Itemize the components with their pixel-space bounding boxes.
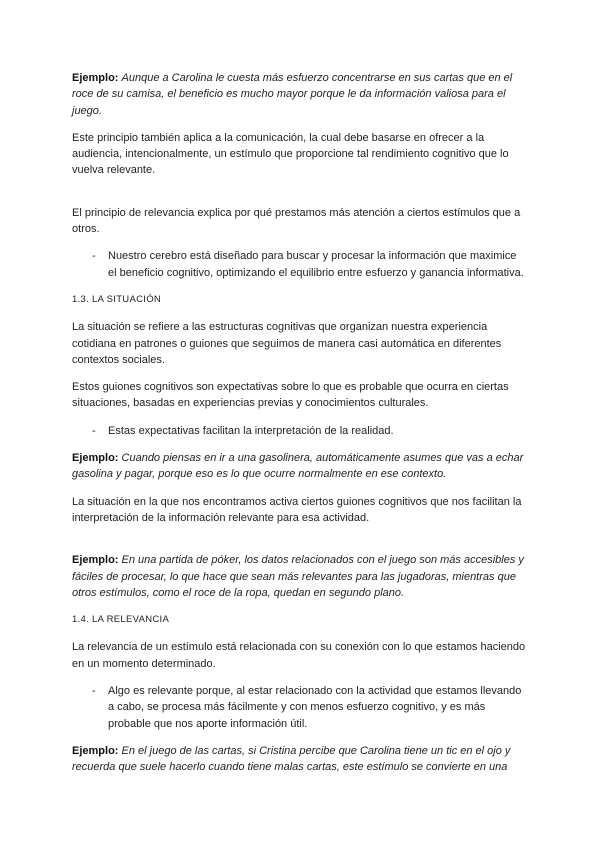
example-text: En el juego de las cartas, si Cristina percibe que Carolina tiene un tic en el ojo y recuerda que suele hacerlo cuando tiene malas cartas, este estímulo se convierte en una xyxy=(72,744,511,774)
body-paragraph: La situación en la que nos encontramos activa ciertos guiones cognitivos que nos facilitan la interpretación de la información relevante para esa actividad. xyxy=(72,495,522,524)
example-paragraph xyxy=(72,70,528,119)
section-heading: 1.3. LA SITUACIÓN xyxy=(72,293,162,305)
example-paragraph xyxy=(72,743,528,776)
bullet-dash: - xyxy=(92,685,96,698)
body-paragraph: Estos guiones cognitivos son expectativas sobre lo que es probable que ocurra en ciertas situaciones, basadas en experiencias previas y conocimientos culturales. xyxy=(72,381,509,410)
bullet-item xyxy=(72,248,528,281)
example-text: Aunque a Carolina le cuesta más esfuerzo concentrarse en sus cartas que en el roce de su camisa, el beneficio es mucho mayor porque le da información valiosa para el juego. xyxy=(72,72,513,117)
example-label: Ejemplo: xyxy=(72,72,119,84)
bullet-text: Nuestro cerebro está diseñado para buscar y procesar la información que maximice el beneficio cognitivo, optimizando el equilibrio entre esfuerzo y ganancia informativa. xyxy=(108,250,524,279)
bullet-item xyxy=(72,683,528,732)
example-text: Cuando piensas en ir a una gasolinera, automáticamente asumes que vas a echar gasolina y pagar, porque eso es lo que ocurre normalmente en ese contexto. xyxy=(72,452,524,481)
example-label: Ejemplo: xyxy=(72,744,119,757)
body-paragraph: El principio de relevancia explica por qué prestamos más atención a ciertos estímulos que a otros. xyxy=(72,206,521,236)
bullet-text: Estas expectativas facilitan la interpretación de la realidad. xyxy=(108,424,394,437)
bullet-dash: - xyxy=(92,250,96,263)
example-label: Ejemplo: xyxy=(72,554,119,567)
example-text: En una partida de póker, los datos relacionados con el juego son más accesibles y fáciles de procesar, lo que hace que sean más relevantes para las jugadoras, mientras que otros estímulos, como el roce de la ropa, quedan en segundo plano. xyxy=(72,554,524,599)
section-heading: 1.4. LA RELEVANCIA xyxy=(72,614,170,626)
body-paragraph: La situación se refiere a las estructuras cognitivas que organizan nuestra experiencia cotidiana en patrones o guiones que seguimos de manera casi automática en diferentes contextos sociales. xyxy=(72,321,502,366)
body-paragraph: Este principio también aplica a la comunicación, la cual debe basarse en ofrecer a la audiencia, intencionalmente, un estímulo que proporcione tal rendimiento cognitivo que lo vuelva relevante. xyxy=(72,131,509,177)
bullet-text: Algo es relevante porque, al estar relacionado con la actividad que estamos llevando a cabo, se procesa más fácilmente y con menos esfuerzo cognitivo, y es más probable que nos aporte información útil. xyxy=(108,685,522,730)
body-paragraph: La relevancia de un estímulo está relacionada con su conexión con lo que estamos haciendo en un momento determinado. xyxy=(72,641,526,670)
bullet-item xyxy=(72,423,528,439)
example-label: Ejemplo: xyxy=(72,452,119,465)
example-paragraph xyxy=(72,450,528,483)
bullet-dash: - xyxy=(92,424,96,437)
example-paragraph xyxy=(72,552,528,601)
